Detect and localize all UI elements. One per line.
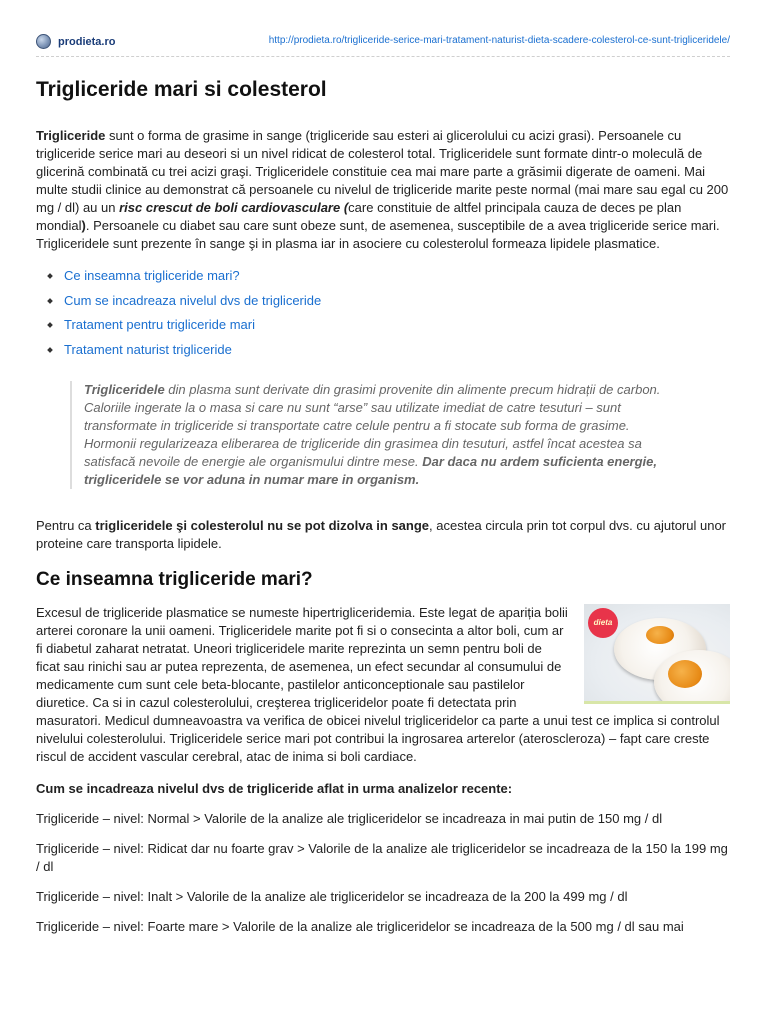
intro-bold-term: Trigliceride	[36, 128, 106, 143]
intro-bold-close: )	[81, 218, 86, 233]
intro-text-a: sunt o forma de grasime in sange (trigliceride sau esteri ai glicerolului cu acizi grasi). Persoanele cu trigliceride serice mari au deseori si un nivel ridicat de colesterol total. Trigliceridele sunt formate dintr-o moleculă de glicerină combinată cu trei acizi graşi. Trigliceridele constituie cea mai mare parte a grăsimii digerate de oameni. Mai multe studii clinice au demonstrat că persoanele cu nivelul de trigliceride marite peste normal (mai mare sau egal cu 200 mg / dl) au un	[36, 128, 729, 215]
toc-item	[36, 341, 730, 366]
diamond-bullet-icon	[47, 298, 53, 304]
levels-title: Cum se incadreaza nivelul dvs de trigliceride aflat in urma analizelor recente:	[36, 781, 513, 796]
dieta-logo-badge: dieta	[588, 608, 618, 638]
section-ce-inseamna	[36, 604, 730, 766]
site-brand[interactable]	[36, 34, 115, 49]
level-foarte-mare: Trigliceride – nivel: Foarte mare > Valorile de la analize ale trigliceridelor se incadreaza de la 500 mg / dl sau mai	[36, 919, 684, 934]
diamond-bullet-icon	[47, 273, 53, 279]
article-body	[36, 127, 730, 936]
level-inalt: Trigliceride – nivel: Inalt > Valorile de la analize ale trigliceridelor se incadreaza de la 200 la 499 mg / dl	[36, 889, 628, 904]
toc-link-incadrare-nivel[interactable]: Cum se incadreaza nivelul dvs de trigliceride	[64, 292, 322, 308]
quote-block	[70, 381, 674, 489]
toc-item	[36, 292, 730, 317]
toc-item	[36, 267, 730, 292]
section-heading-ce-inseamna: Ce inseamna trigliceride mari?	[36, 569, 313, 590]
page-header	[36, 30, 730, 57]
quote-text: din plasma sunt derivate din grasimi provenite din alimente precum hidrații de carbon. Caloriile ingerate la o masa si care nu sunt “arse” sau utilizate imediat de catre tesuturi – sunt transformate in trigliceride si transportate catre celule pentru a fi stocate sub forma de grasime. Hormonii regularizeaza eliberarea de trigliceride din grasimea din tesuturi, astfel încat acestea sa satisfacă nevoile de energie ale organismului dintre mese.	[84, 382, 661, 469]
toc-link-tratament[interactable]: Tratament pentru trigliceride mari	[64, 317, 255, 332]
level-normal: Trigliceride – nivel: Normal > Valorile de la analize ale trigliceridelor se incadreaza in mai putin de 150 mg / dl	[36, 811, 663, 826]
intro-paragraph	[36, 127, 730, 253]
table-of-contents	[36, 267, 730, 365]
intro-text-c: . Persoanele cu diabet sau care sunt obeze sunt, de asemenea, susceptibile de a avea trigliceride serice mari. Trigliceridele sunt prezente în sange şi in plasma iar in asociere cu colesterolul formeaza lipidele plasmatice.	[36, 218, 720, 251]
intro-text-b: care constituie de altfel principala cauza de deces pe plan mondial	[36, 200, 682, 233]
toc-link-ce-inseamna[interactable]: Ce inseamna trigliceride mari?	[64, 268, 240, 283]
quote-bold-term: Trigliceridele	[84, 382, 165, 397]
quote-bold-end: Dar daca nu ardem suficienta energie, trigliceridele se vor aduna in numar mare in organism.	[84, 454, 658, 487]
pastry-image	[584, 604, 730, 704]
toc-link-tratament-naturist[interactable]: Tratament naturist trigliceride	[64, 341, 232, 357]
p2-bold: trigliceridele şi colesterolul nu se pot dizolva in sange	[95, 518, 430, 533]
site-name[interactable]: prodieta.ro	[58, 35, 116, 48]
p2-text-a: Pentru ca	[36, 518, 96, 533]
p2-text-b: , acestea circula prin tot corpul dvs. cu ajutorul unor proteine care transporta lipidele.	[36, 518, 727, 551]
diamond-bullet-icon	[47, 347, 53, 353]
page-url-link[interactable]: http://prodieta.ro/trigliceride-serice-mari-tratament-naturist-dieta-scadere-colesterol-ce-sunt-trigliceridele/	[268, 35, 730, 46]
intro-emphasis: risc crescut de boli cardiovasculare (	[119, 200, 349, 215]
diamond-bullet-icon	[47, 322, 53, 328]
section-ce-inseamna-text: Excesul de trigliceride plasmatice se numeste hipertrigliceridemia. Este legat de apariția bolii arterei coronare la unii oameni. Trigliceridele marite pot fi si o consecinta a altor boli, cum ar fi diabetul zaharat netratat. Uneori trigliceridele marite reprezinta un semn pentru boli de ficat sau rinichi sau ar putea reprezenta, de asemenea, un efect secundar al consumului de medicamente cum sunt cele beta-blocante, pastilelor anticonceptionale sau pastilelor diuretice. Ca si in cazul colesterolului, creşterea trigliceridelor poate fi detectata prin masuratori. Medicul dumneavoastra va verifica de obicei nivelul trigliceridelor ca parte a unui test ce implica si controlul nivelului colesterolului. Trigliceridele serice mari pot contribui la ingrosarea arterelor (ateroscleroza) – fapt care creste riscul de accident vascular cerebral, atac de inima si boli cardiace.	[36, 605, 720, 764]
lipid-transport-paragraph	[36, 517, 730, 553]
globe-icon	[36, 34, 51, 49]
toc-item	[36, 316, 730, 341]
page-title: Trigliceride mari si colesterol	[36, 78, 327, 101]
level-ridicat: Trigliceride – nivel: Ridicat dar nu foarte grav > Valorile de la analize ale trigliceridelor se incadreaza de la 150 la 199 mg / dl	[36, 841, 728, 874]
